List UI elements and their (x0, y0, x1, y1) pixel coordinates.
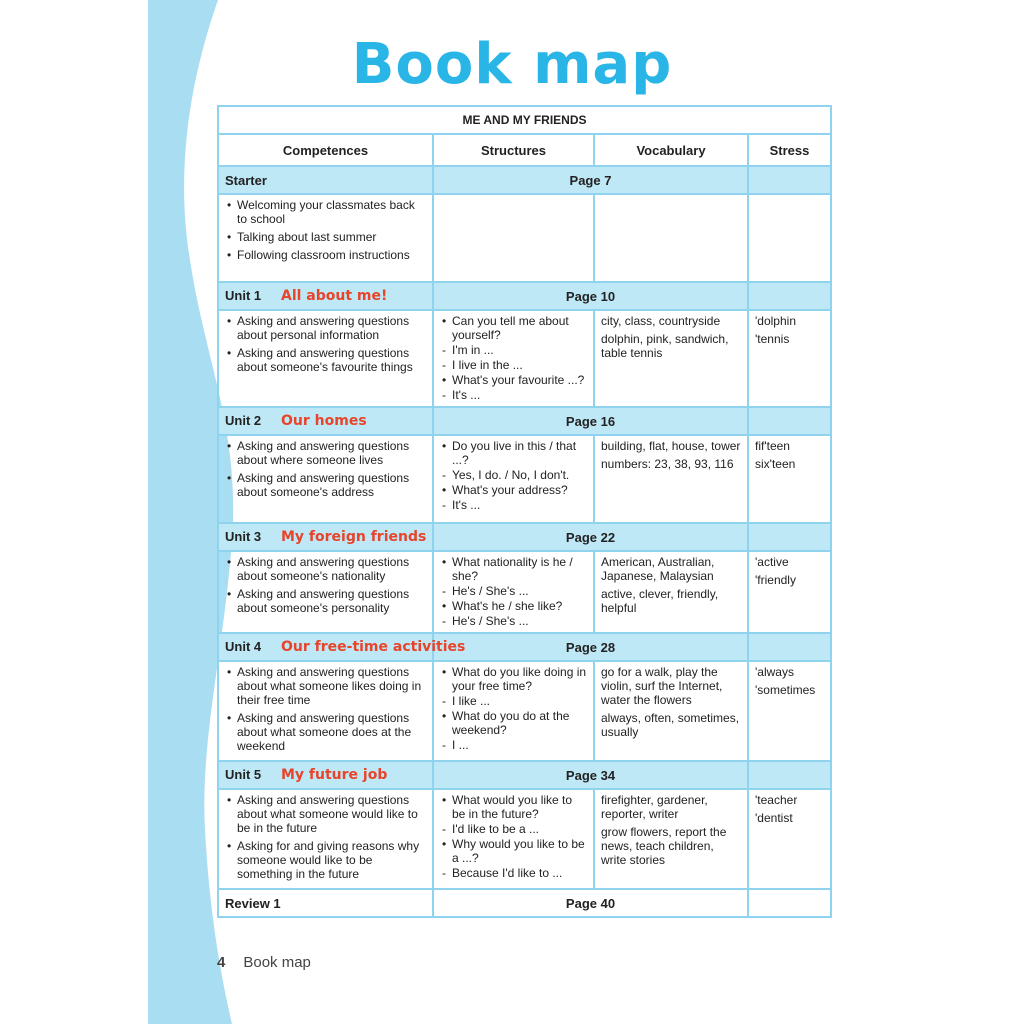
column-header-competences: Competences (218, 134, 433, 166)
unit-title: My foreign friends (281, 529, 427, 545)
vocabulary-cell (594, 551, 748, 633)
structure-item: • What would you like to be in the future? (440, 793, 587, 821)
section-title: ME AND MY FRIENDS (218, 106, 831, 134)
stress-word: 'active (755, 555, 789, 569)
unit-header-empty (748, 761, 831, 789)
structures-cell (433, 661, 594, 761)
structures-list (440, 314, 587, 402)
vocabulary-cell (594, 310, 748, 407)
unit-page-ref: Page 34 (433, 761, 748, 789)
competences-list (225, 555, 426, 615)
vocabulary-group: building, flat, house, tower (601, 439, 741, 453)
stress-word: six'teen (755, 457, 796, 471)
structure-item: - I'd like to be a ... (440, 822, 587, 836)
unit-header-empty (748, 523, 831, 551)
vocabulary-cell (594, 435, 748, 523)
structures-cell (433, 789, 594, 889)
stress-word: 'friendly (755, 573, 796, 587)
structure-item: • What nationality is he / she? (440, 555, 587, 583)
structure-item: - It's ... (440, 498, 587, 512)
vocabulary-group: grow flowers, report the news, teach children, write stories (601, 825, 727, 867)
structure-item: - Because I'd like to ... (440, 866, 587, 880)
unit-label-cell (218, 166, 433, 194)
stress-cell (748, 194, 831, 282)
footer (217, 954, 311, 971)
unit-header-row (218, 407, 831, 435)
unit-label-cell (218, 523, 433, 551)
competence-item: • Welcoming your classmates back to school (225, 198, 426, 226)
column-header-stress: Stress (748, 134, 831, 166)
unit-content-row (218, 789, 831, 889)
review-row (218, 889, 831, 917)
stress-word: 'teacher (755, 793, 798, 807)
structure-item: • What do you like doing in your free time? (440, 665, 587, 693)
competence-item: • Asking and answering questions about what someone likes doing in their free time (225, 665, 426, 707)
structure-item: • Can you tell me about yourself? (440, 314, 587, 342)
stress-word: 'tennis (755, 332, 790, 346)
stress-cell (748, 789, 831, 889)
unit-header-row (218, 523, 831, 551)
vocabulary-group: always, often, sometimes, usually (601, 711, 740, 739)
unit-label: Unit 2 (225, 413, 262, 428)
stress-word: 'dentist (755, 811, 793, 825)
review-label: Review 1 (218, 889, 433, 917)
competences-cell (218, 310, 433, 407)
unit-content-row (218, 551, 831, 633)
competence-item: • Asking and answering questions about someone's favourite things (225, 346, 426, 374)
unit-header-row (218, 166, 831, 194)
vocabulary-cell (594, 194, 748, 282)
unit-title: Our homes (281, 413, 367, 429)
competences-cell (218, 551, 433, 633)
structure-item: - I live in the ... (440, 358, 587, 372)
stress-cell (748, 661, 831, 761)
unit-header-empty (748, 282, 831, 310)
competence-item: • Asking and answering questions about where someone lives (225, 439, 426, 467)
competences-cell (218, 435, 433, 523)
competence-item: • Asking and answering questions about what someone does at the weekend (225, 711, 426, 753)
competences-cell (218, 194, 433, 282)
competence-item: • Following classroom instructions (225, 248, 426, 262)
review-empty (748, 889, 831, 917)
structure-item: • Why would you like to be a ...? (440, 837, 587, 865)
vocabulary-group: numbers: 23, 38, 93, 116 (601, 457, 734, 471)
structure-item: • What's your address? (440, 483, 587, 497)
unit-header-empty (748, 166, 831, 194)
unit-label-cell (218, 282, 433, 310)
structures-cell (433, 435, 594, 523)
structure-item: • Do you live in this / that ...? (440, 439, 587, 467)
unit-header-empty (748, 633, 831, 661)
footer-page-number: 4 (217, 954, 226, 971)
structures-list (440, 665, 587, 752)
competences-list (225, 439, 426, 499)
unit-label: Unit 4 (225, 639, 262, 654)
review-page-ref: Page 40 (433, 889, 748, 917)
column-header-structures: Structures (433, 134, 594, 166)
unit-label: Starter (225, 172, 267, 188)
unit-label: Unit 5 (225, 767, 262, 782)
unit-page-ref: Page 28 (433, 633, 748, 661)
unit-label-cell (218, 633, 466, 661)
stress-word: fif'teen (755, 439, 790, 453)
structures-cell (433, 551, 594, 633)
vocabulary-cell (594, 661, 748, 761)
competence-item: • Asking and answering questions about someone's address (225, 471, 426, 499)
vocabulary-group: city, class, countryside (601, 314, 721, 328)
structure-item: • What's your favourite ...? (440, 373, 587, 387)
competences-list (225, 198, 426, 262)
structures-cell (433, 194, 594, 282)
structures-list (440, 555, 587, 628)
stress-word: 'dolphin (755, 314, 796, 328)
unit-content-row (218, 194, 831, 282)
unit-label: Unit 3 (225, 529, 262, 544)
structure-item: • What's he / she like? (440, 599, 587, 613)
competence-item: • Asking and answering questions about someone's personality (225, 587, 426, 615)
stress-word: 'always (755, 665, 794, 679)
vocabulary-group: firefighter, gardener, reporter, writer (601, 793, 708, 821)
unit-title: All about me! (281, 288, 388, 304)
vocabulary-group: American, Australian, Japanese, Malaysian (601, 555, 715, 583)
structure-item: - Yes, I do. / No, I don't. (440, 468, 587, 482)
stress-cell (748, 435, 831, 523)
book-map-table (217, 105, 832, 918)
competence-item: • Asking and answering questions about someone's nationality (225, 555, 426, 583)
competences-list (225, 793, 426, 881)
structure-item: - I'm in ... (440, 343, 587, 357)
structure-item: - He's / She's ... (440, 614, 587, 628)
unit-page-ref: Page 10 (433, 282, 748, 310)
vocabulary-group: dolphin, pink, sandwich, table tennis (601, 332, 729, 360)
footer-label: Book map (243, 954, 311, 971)
unit-title: Our free-time activities (281, 639, 466, 655)
unit-header-row (218, 761, 831, 789)
unit-label-cell (218, 761, 433, 789)
competence-item: • Asking and answering questions about personal information (225, 314, 426, 342)
stress-cell (748, 551, 831, 633)
stress-word: 'sometimes (755, 683, 816, 697)
competences-cell (218, 789, 433, 889)
unit-page-ref: Page 16 (433, 407, 748, 435)
structures-list (440, 439, 587, 512)
stress-cell (748, 310, 831, 407)
structure-item: - He's / She's ... (440, 584, 587, 598)
column-header-vocabulary: Vocabulary (594, 134, 748, 166)
structure-item: • What do you do at the weekend? (440, 709, 587, 737)
structure-item: - I like ... (440, 694, 587, 708)
page-title: Book map (351, 32, 673, 97)
unit-page-ref: Page 22 (433, 523, 748, 551)
structures-cell (433, 310, 594, 407)
unit-label: Unit 1 (225, 288, 262, 303)
vocabulary-group: active, clever, friendly, helpful (601, 587, 719, 615)
competence-item: • Talking about last summer (225, 230, 426, 244)
structure-item: - It's ... (440, 388, 587, 402)
vocabulary-group: go for a walk, play the violin, surf the Internet, water the flowers (601, 665, 723, 707)
unit-content-row (218, 661, 831, 761)
competence-item: • Asking for and giving reasons why someone would like to be something in the future (225, 839, 426, 881)
unit-header-row (218, 633, 831, 661)
unit-title: My future job (281, 767, 388, 783)
unit-content-row (218, 310, 831, 407)
competences-list (225, 665, 426, 753)
competence-item: • Asking and answering questions about what someone would like to be in the future (225, 793, 426, 835)
structures-list (440, 793, 587, 880)
unit-header-row (218, 282, 831, 310)
structure-item: - I ... (440, 738, 587, 752)
unit-header-empty (748, 407, 831, 435)
unit-page-ref: Page 7 (433, 166, 748, 194)
competences-cell (218, 661, 433, 761)
unit-content-row (218, 435, 831, 523)
unit-label-cell (218, 407, 433, 435)
vocabulary-cell (594, 789, 748, 889)
competences-list (225, 314, 426, 374)
